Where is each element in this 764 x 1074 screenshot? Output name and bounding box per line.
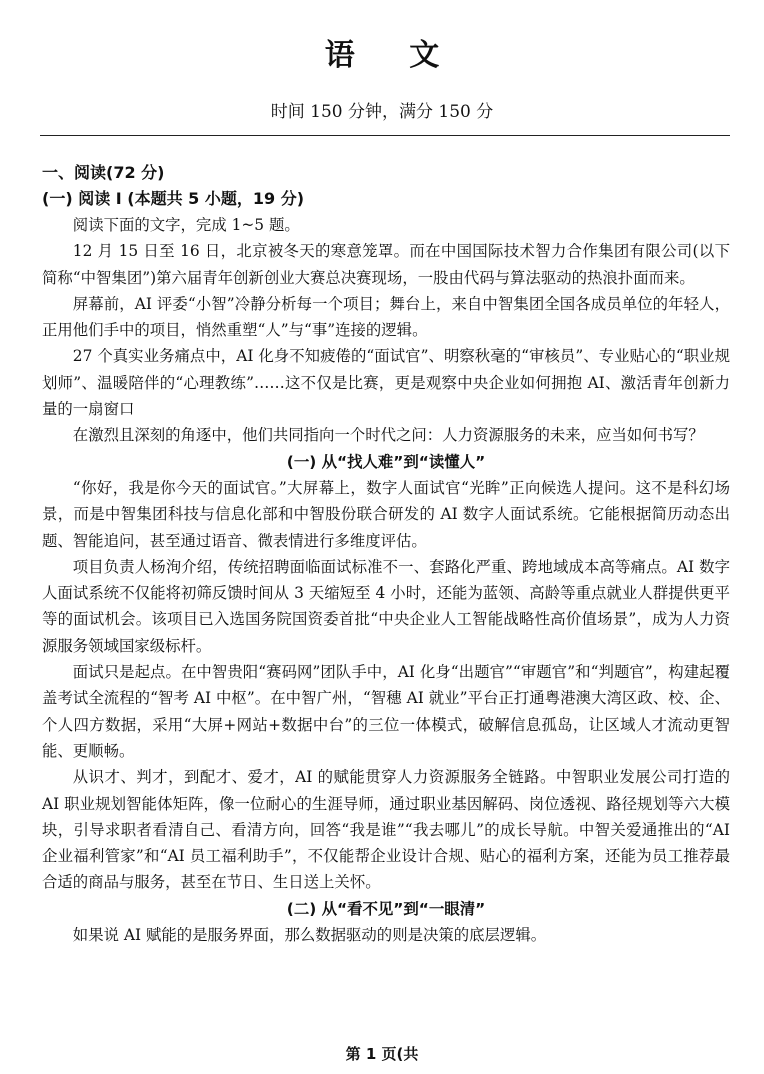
paragraph: “你好，我是你今天的面试官。”大屏幕上，数字人面试官“光眸”正向候选人提问。这不是科幻场景，而是中智集团科技与信息化部和中智股份联合研发的 AI 数字人面试系统。它能根据简历动态出题、智能追问，甚至通过语音、微表情进行多维度评估。 (42, 478, 730, 550)
instruction-text: 阅读下面的文字，完成 1~5 题。 (72, 216, 300, 234)
page-title: 语 文 (324, 38, 462, 73)
paragraph: 在激烈且深刻的角逐中，他们共同指向一个时代之问：人力资源服务的未来，应当如何书写？ (72, 426, 704, 445)
paragraph: 如果说 AI 赋能的是服务界面，那么数据驱动的则是决策的底层逻辑。 (72, 926, 547, 945)
article-subheading-one: (一) 从“找人难”到“读懂人” (286, 452, 486, 471)
paragraph: 面试只是起点。在中智贵阳“赛码网”团队手中，AI 化身“出题官”“审题官”和“判题官”，构建起覆盖考试全流程的“智考 AI 中枢”。在中智广州，“智穗 AI 就业”平台正打通粤港澳大湾区政、校、企、个人四方数据，采用“大屏+网站+数据中台”的三位一体模式，破解信息孤岛，让区域人才流动更智能、更顺畅。 (42, 663, 730, 760)
paragraph: 项目负责人杨洵介绍，传统招聘面临面试标准不一、套路化严重、跨地域成本高等痛点。AI 数字人面试系统不仅能将初筛反馈时间从 3 天缩短至 4 小时，还能为蓝领、高龄等重点就业人群提供更平等的面试机会。该项目已入选国务院国资委首批“中央企业人工智能战略性高价值场景”，成为人力资源服务领域国家级标杆。 (42, 557, 730, 655)
subsection-heading: (一) 阅读 I (本题共 5 小题，19 分) (42, 189, 305, 208)
exam-time-info: 时间 150 分钟，满分 150 分 (270, 102, 494, 122)
document-body (42, 160, 730, 948)
page-number: 第 1 页(共 (345, 1045, 419, 1063)
divider (40, 135, 730, 136)
paragraph: 12 月 15 日至 16 日，北京被冬天的寒意笼罩。而在中国国际技术智力合作集团有限公司(以下简称“中智集团”)第六届青年创新创业大赛总决赛现场，一股由代码与算法驱动的热浪扑面而来。 (42, 242, 730, 287)
paragraph: 27 个真实业务痛点中，AI 化身不知疲倦的“面试官”、明察秋毫的“审核员”、专业贴心的“职业规划师”、温暖陪伴的“心理教练”……这不仅是比赛，更是观察中央企业如何拥抱 AI、激活青年创新力量的一扇窗口 (42, 347, 730, 419)
paragraph: 屏幕前，AI 评委“小智”冷静分析每一个项目；舞台上，来自中智集团全国各成员单位的年轻人，正用他们手中的项目，悄然重塑“人”与“事”连接的逻辑。 (42, 294, 730, 340)
section-heading: 一、阅读(72 分) (42, 163, 165, 182)
article-subheading-two: (二) 从“看不见”到“一眼清” (286, 899, 486, 918)
paragraph: 从识才、判才，到配才、爱才，AI 的赋能贯穿人力资源服务全链路。中智职业发展公司打造的 AI 职业规划智能体矩阵，像一位耐心的生涯导师，通过职业基因解码、岗位透视、路径规划等六大模块，引导求职者看清自己、看清方向，回答“我是谁”“我去哪儿”的成长导航。中智关爱通推出的“AI 企业福利管家”和“AI 员工福利助手”，不仅能帮企业设计合规、贴心的福利方案，还能为员工推荐最合适的商品与服务，甚至在节日、生日送上关怀。 (42, 768, 730, 892)
